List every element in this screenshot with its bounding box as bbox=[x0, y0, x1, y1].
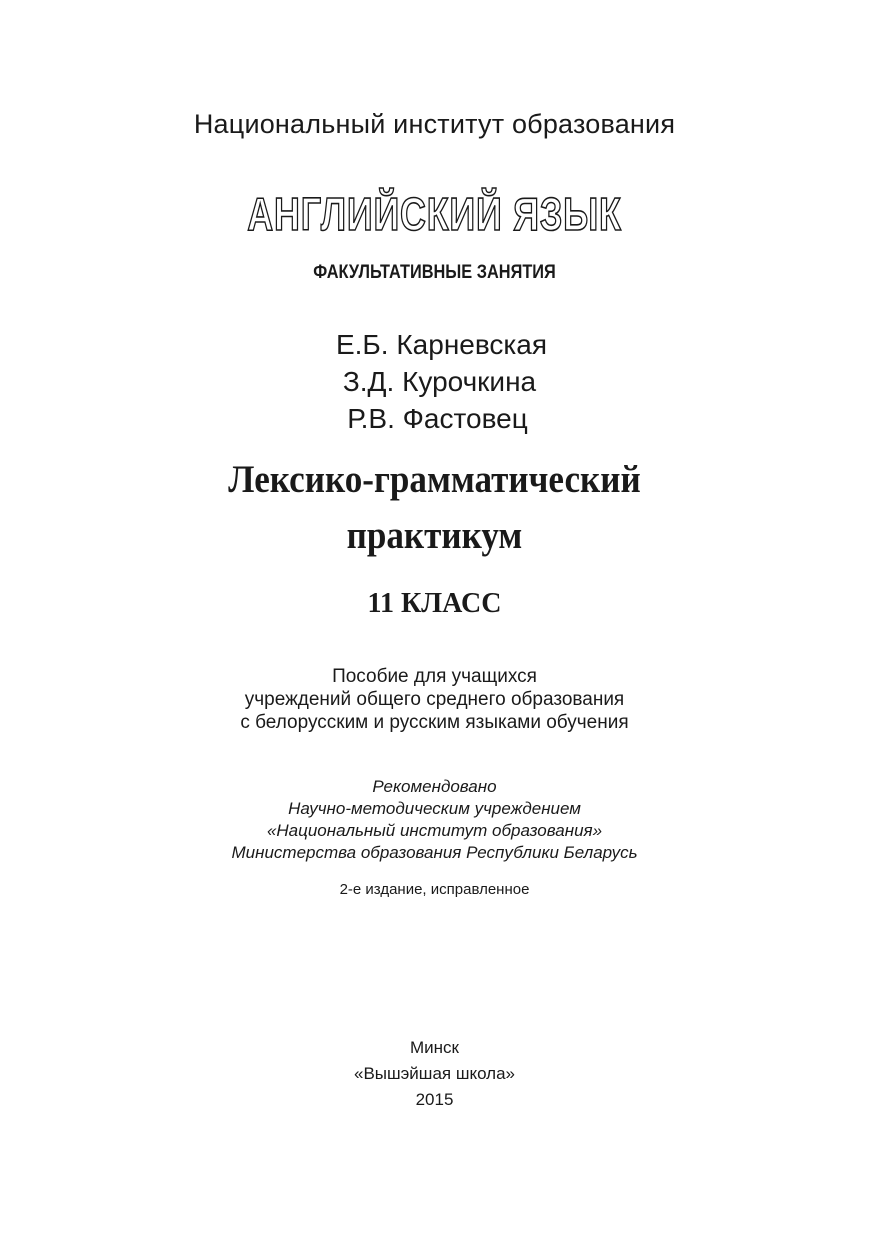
book-title-line: Лексико-грамматический bbox=[228, 458, 641, 501]
book-title bbox=[43, 452, 825, 564]
author-name: Е.Б. Карневская bbox=[335, 329, 548, 360]
imprint-city: Минск bbox=[410, 1038, 459, 1057]
imprint-publisher: «Вышэйшая школа» bbox=[353, 1064, 516, 1083]
book-title-line: практикум bbox=[346, 514, 523, 557]
publisher-header: Национальный институт образования bbox=[193, 109, 676, 139]
grade-label: 11 КЛАСС bbox=[367, 588, 502, 619]
edition-note: 2-е издание, исправленное bbox=[339, 881, 530, 898]
imprint-block bbox=[0, 1035, 869, 1113]
description-line: Пособие для учащихся bbox=[332, 666, 537, 687]
author-name: Р.В. Фастовец bbox=[347, 403, 528, 434]
author-name: З.Д. Курочкина bbox=[342, 366, 537, 397]
subject-title: АНГЛИЙСКИЙ ЯЗЫК bbox=[247, 188, 622, 240]
authors-list bbox=[0, 326, 869, 437]
imprint-year: 2015 bbox=[415, 1090, 454, 1109]
recommendation-block bbox=[0, 776, 869, 864]
recommendation-line: Рекомендовано bbox=[372, 777, 497, 796]
course-type: ФАКУЛЬТАТИВНЫЕ ЗАНЯТИЯ bbox=[313, 262, 556, 283]
audience-description bbox=[0, 665, 869, 734]
recommendation-line: Министерства образования Республики Беларусь bbox=[231, 843, 638, 862]
description-line: учреждений общего среднего образования bbox=[244, 689, 625, 710]
description-line: с белорусским и русским языками обучения bbox=[240, 712, 629, 733]
recommendation-line: Научно-методическим учреждением bbox=[288, 799, 581, 818]
recommendation-line: «Национальный институт образования» bbox=[266, 821, 603, 840]
